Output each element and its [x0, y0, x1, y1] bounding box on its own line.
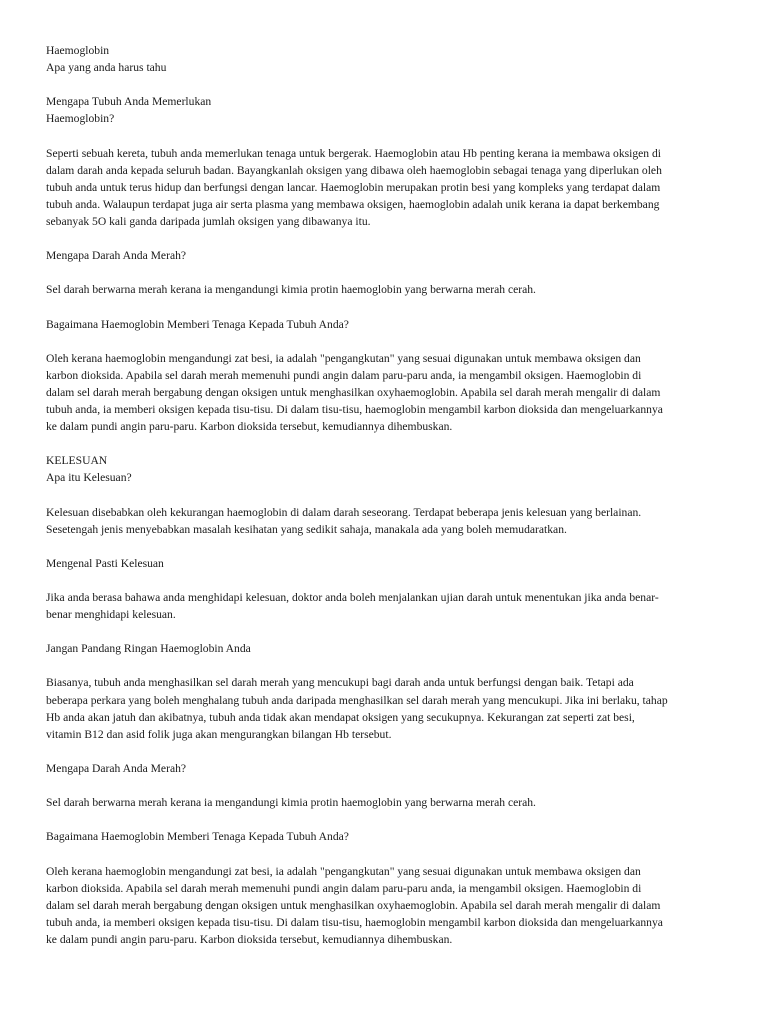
paragraph-line: tubuh anda, ia memberi oksigen kepada tisu-tisu. Di dalam tisu-tisu, haemoglobin mengambil karbon dioksida dan mengeluarkannya [46, 402, 663, 416]
heading-line: Haemoglobin? [46, 112, 115, 126]
body-paragraph [46, 674, 726, 742]
paragraph-line: tubuh anda untuk terus hidup dan berfungsi dengan lancar. Haemoglobin merupakan protin besi yang kompleks yang terdapat dalam [46, 180, 661, 194]
paragraph-line: Sel darah berwarna merah kerana ia mengandungi kimia protin haemoglobin yang berwarna merah cerah. [46, 283, 536, 297]
paragraph-line: karbon dioksida. Apabila sel darah merah memenuhi pundi angin dalam paru-paru anda, ia mengambil oksigen. Haemoglobin di [46, 881, 642, 895]
body-paragraph [46, 350, 726, 435]
heading-line: Apa yang anda harus tahu [46, 61, 167, 75]
section-heading [46, 640, 726, 657]
heading-line: Bagaimana Haemoglobin Memberi Tenaga Kepada Tubuh Anda? [46, 317, 349, 331]
paragraph-line: Kelesuan disebabkan oleh kekurangan haemoglobin di dalam darah seseorang. Terdapat beberapa jenis kelesuan yang berlainan. [46, 505, 642, 519]
paragraph-line: Oleh kerana haemoglobin mengandungi zat besi, ia adalah "pengangkutan" yang sesuai digunakan untuk membawa oksigen dan [46, 351, 641, 365]
heading-line: Jangan Pandang Ringan Haemoglobin Anda [46, 642, 251, 656]
paragraph-line: ke dalam pundi angin paru-paru. Karbon dioksida tersebut, kemudiannya dihembuskan. [46, 420, 453, 434]
paragraph-line: Jika anda berasa bahawa anda menghidapi kelesuan, doktor anda boleh menjalankan ujian darah untuk menentukan jika anda benar- [46, 591, 659, 604]
heading-line: Apa itu Kelesuan? [46, 471, 132, 485]
paragraph-line: Seperti sebuah kereta, tubuh anda memerlukan tenaga untuk bergerak. Haemoglobin atau Hb penting kerana ia membawa oksigen di [46, 146, 662, 160]
paragraph-line: dalam sel darah merah bergabung dengan oksigen untuk menghasilkan oxyhaemoglobin. Apabila sel darah merah mengalir di dalam [46, 898, 661, 912]
body-paragraph [46, 794, 726, 811]
paragraph-line: dalam sel darah merah bergabung dengan oksigen untuk menghasilkan oxyhaemoglobin. Apabila sel darah merah mengalir di dalam [46, 385, 661, 399]
paragraph-line: beberapa perkara yang boleh menghalang tubuh anda daripada menghasilkan sel darah merah yang mencukupi. Jika ini berlaku, tahap [46, 693, 668, 707]
body-paragraph [46, 145, 726, 230]
paragraph-line: Oleh kerana haemoglobin mengandungi zat besi, ia adalah "pengangkutan" yang sesuai digunakan untuk membawa oksigen dan [46, 864, 641, 878]
section-heading [46, 93, 726, 127]
paragraph-line: karbon dioksida. Apabila sel darah merah memenuhi pundi angin dalam paru-paru anda, ia mengambil oksigen. Haemoglobin di [46, 368, 642, 382]
paragraph-line: Sel darah berwarna merah kerana ia mengandungi kimia protin haemoglobin yang berwarna merah cerah. [46, 796, 536, 810]
body-paragraph [46, 504, 726, 538]
paragraph-line: Hb anda akan jatuh dan akibatnya, tubuh anda tidak akan mendapat oksigen yang secukupnya. Kekurangan zat seperti zat besi, [46, 710, 635, 724]
paragraph-line: tubuh anda. Walaupun terdapat juga air serta plasma yang membawa oksigen, haemoglobin adalah unik kerana ia dapat berkembang [46, 197, 660, 211]
section-heading [46, 247, 726, 264]
body-paragraph [46, 589, 726, 623]
paragraph-line: vitamin B12 dan asid folik juga akan mengurangkan bilangan Hb tersebut. [46, 727, 392, 741]
body-paragraph [46, 281, 726, 298]
document-page [46, 42, 726, 965]
heading-line: Bagaimana Haemoglobin Memberi Tenaga Kepada Tubuh Anda? [46, 830, 349, 844]
paragraph-line: dalam darah anda kepada seluruh badan. Bayangkanlah oksigen yang dibawa oleh haemoglobin sebagai tenaga yang diperlukan oleh [46, 163, 662, 177]
paragraph-line: sebanyak 5O kali ganda daripada jumlah oksigen yang dibawanya itu. [46, 214, 371, 228]
heading-line: Mengapa Darah Anda Merah? [46, 249, 187, 263]
paragraph-line: Biasanya, tubuh anda menghasilkan sel darah merah yang mencukupi bagi darah anda untuk berfungsi dengan baik. Tetapi ada [46, 676, 634, 690]
section-heading [46, 555, 726, 572]
paragraph-line: Sesetengah jenis menyebabkan masalah kesihatan yang sedikit sahaja, manakala ada yang boleh memudaratkan. [46, 522, 567, 536]
heading-line: Haemoglobin [46, 44, 110, 57]
section-heading [46, 452, 726, 486]
section-heading [46, 42, 726, 76]
heading-line: Mengenal Pasti Kelesuan [46, 556, 164, 570]
paragraph-line: benar menghidapi kelesuan. [46, 608, 176, 622]
body-paragraph [46, 863, 726, 948]
section-heading [46, 828, 726, 845]
paragraph-line: ke dalam pundi angin paru-paru. Karbon dioksida tersebut, kemudiannya dihembuskan. [46, 932, 453, 946]
heading-line: Mengapa Tubuh Anda Memerlukan [46, 95, 212, 109]
section-heading [46, 760, 726, 777]
paragraph-line: tubuh anda, ia memberi oksigen kepada tisu-tisu. Di dalam tisu-tisu, haemoglobin mengambil karbon dioksida dan mengeluarkannya [46, 915, 663, 929]
section-heading [46, 316, 726, 333]
heading-line: KELESUAN [46, 454, 108, 468]
heading-line: Mengapa Darah Anda Merah? [46, 761, 187, 775]
